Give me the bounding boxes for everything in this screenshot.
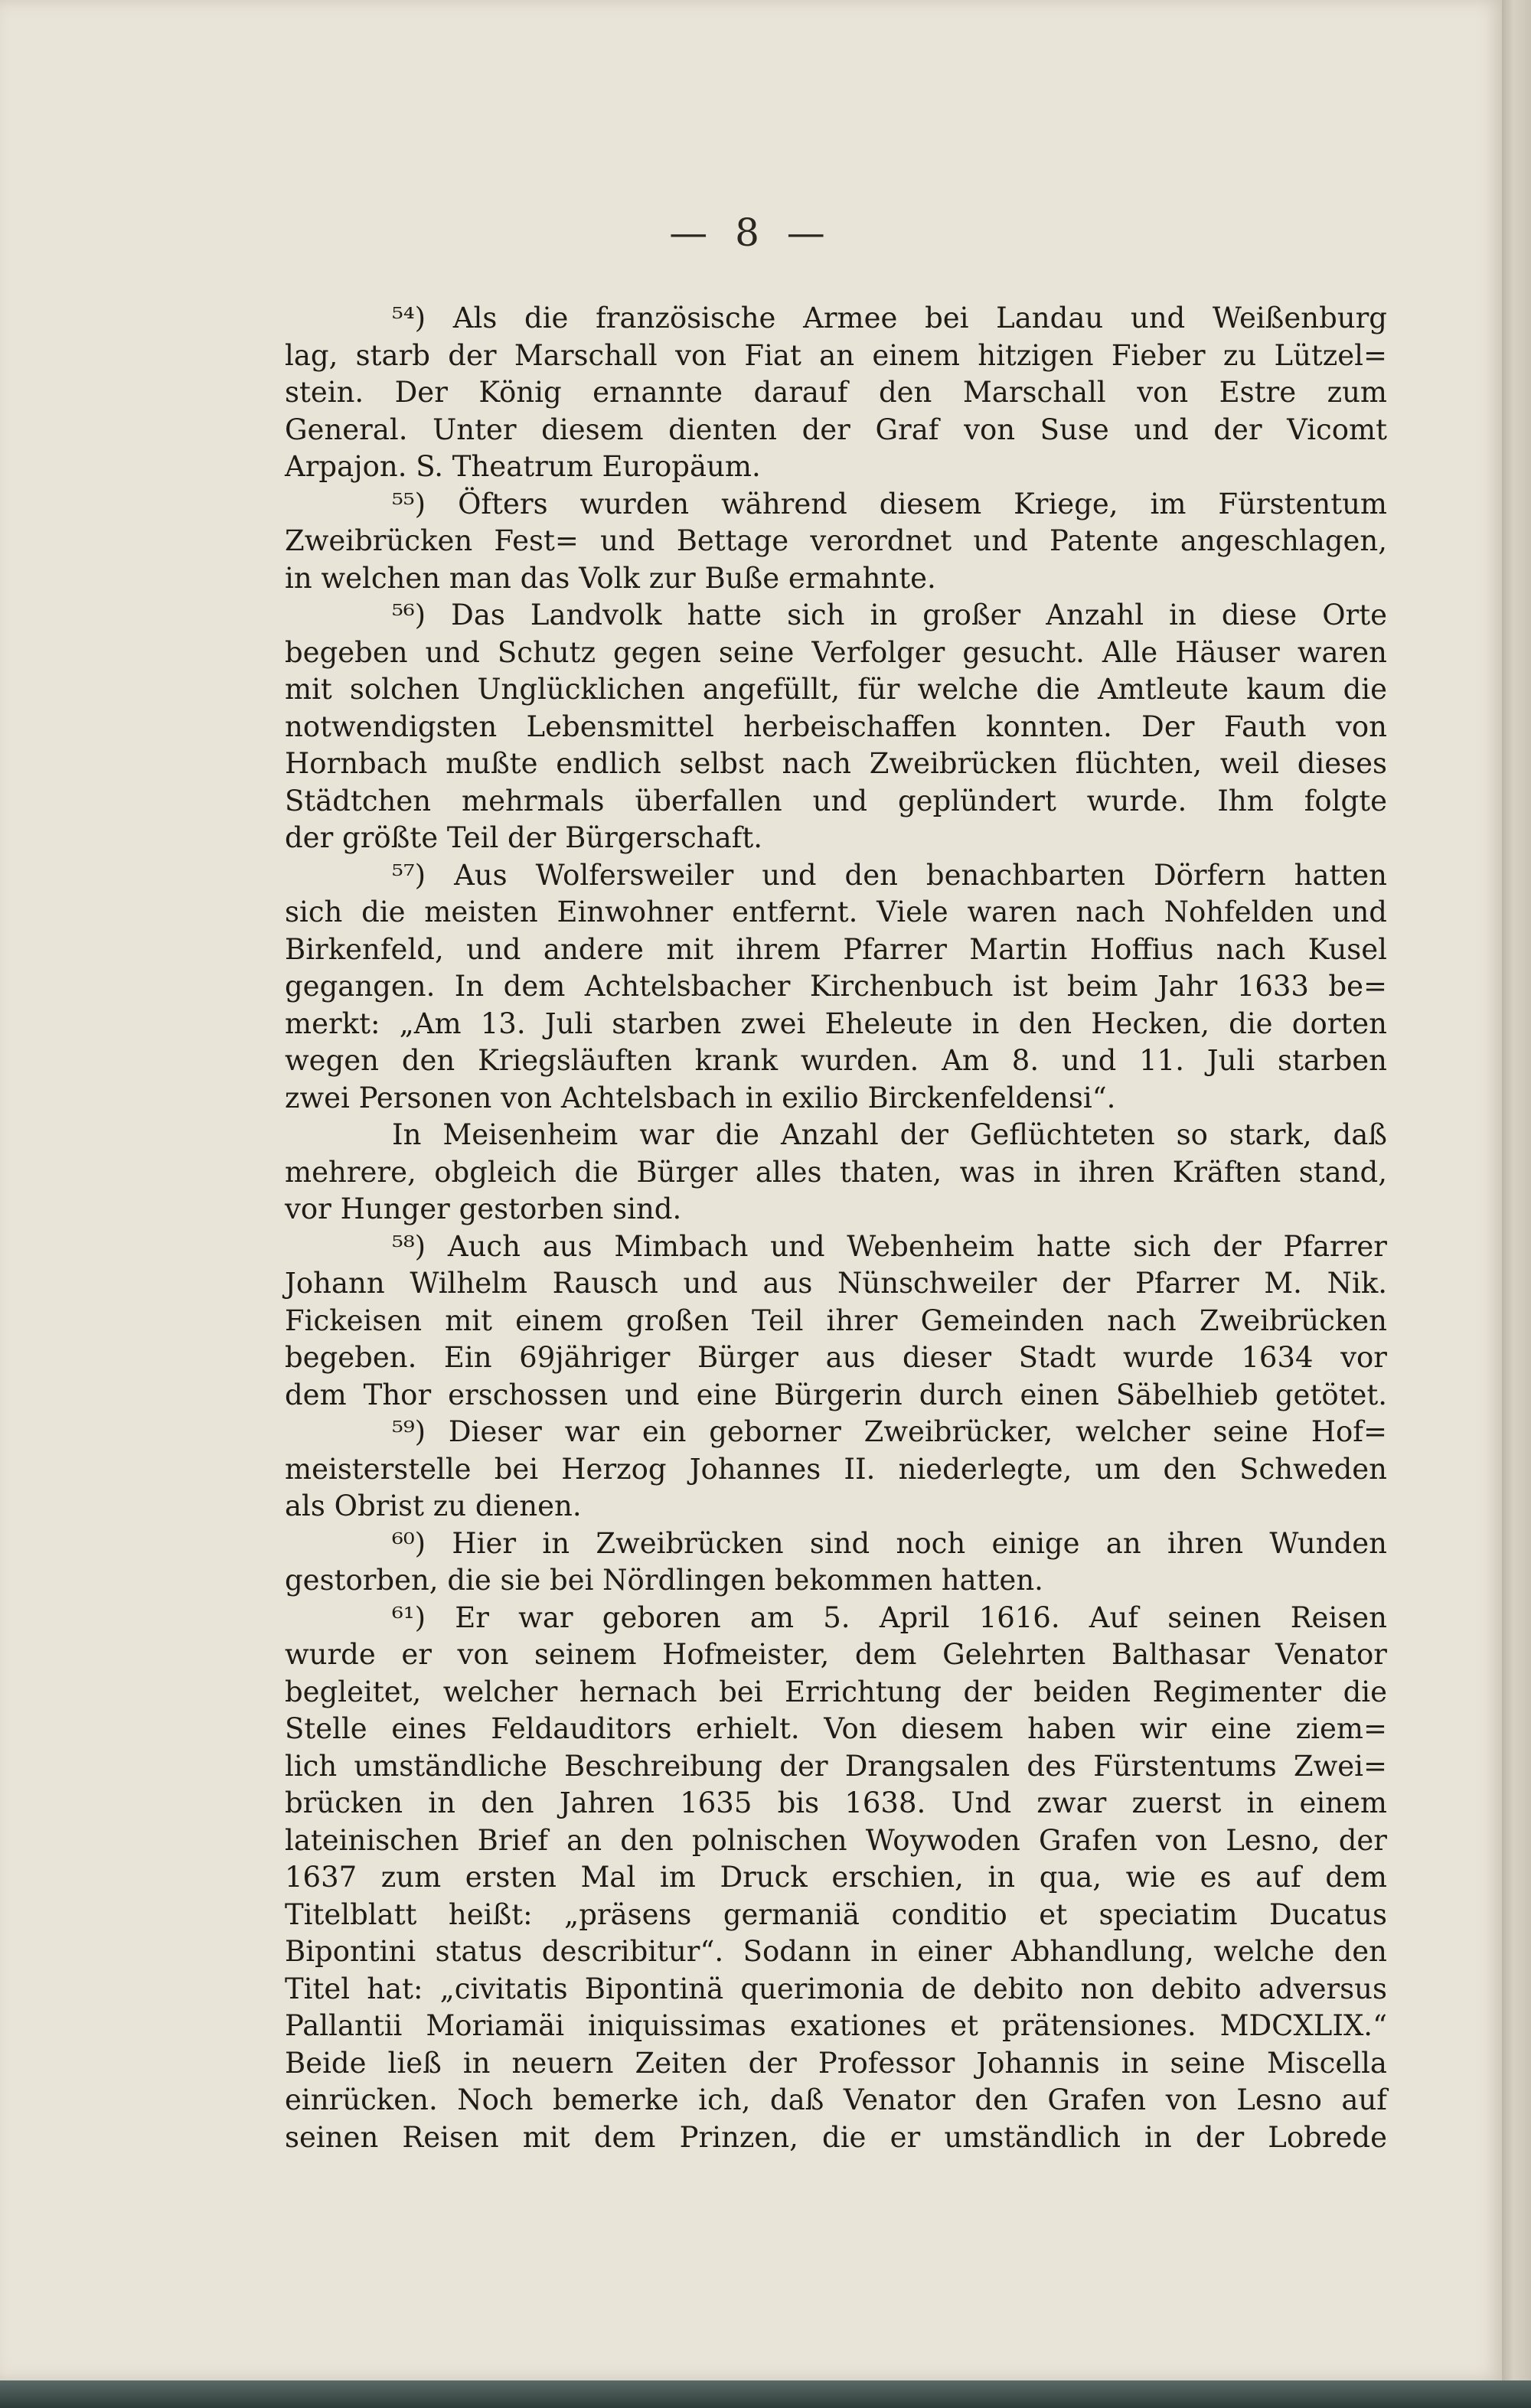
text-line: vor Hunger gestorben sind. bbox=[285, 1193, 682, 1225]
text-line: Birkenfeld, und andere mit ihrem Pfarrer Martin Hoffius nach Kusel bbox=[285, 932, 1387, 966]
text-line: begleitet, welcher hernach bei Errichtung der beiden Regimenter die bbox=[285, 1675, 1387, 1708]
book-cover-edge bbox=[0, 2380, 1531, 2408]
text-line: lateinischen Brief an den polnischen Woywoden Grafen von Lesno, der bbox=[285, 1823, 1387, 1857]
footnote-text-block bbox=[285, 300, 1387, 2156]
text-line: In Meisenheim war die Anzahl der Geflüchteten so stark, daß bbox=[392, 1118, 1387, 1151]
text-line: 1637 zum ersten Mal im Druck erschien, in qua, wie es auf dem bbox=[285, 1861, 1387, 1894]
text-line: Johann Wilhelm Rausch und aus Nünschweiler der Pfarrer M. Nik. bbox=[285, 1267, 1387, 1300]
text-line: mit solchen Unglücklichen angefüllt, für welche die Amtleute kaum die bbox=[285, 673, 1387, 706]
text-line: Zweibrücken Fest= und Bettage verordnet und Patente angeschlagen, bbox=[285, 524, 1387, 557]
text-line: Beide ließ in neuern Zeiten der Professor Johannis in seine Miscella bbox=[285, 2046, 1387, 2080]
text-line: Städtchen mehrmals überfallen und geplündert wurde. Ihm folgte bbox=[285, 784, 1387, 817]
text-line: stein. Der König ernannte darauf den Marschall von Estre zum bbox=[285, 376, 1387, 409]
page-number: — 8 — bbox=[669, 210, 833, 255]
text-line: Pallantii Moriamäi iniquissimas exationes et prätensiones. MDCXLIX.“ bbox=[285, 2009, 1387, 2042]
text-line: wegen den Kriegsläuften krank wurden. Am 8. und 11. Juli starben bbox=[285, 1044, 1387, 1077]
text-line: ⁶⁰) Hier in Zweibrücken sind noch einige an ihren Wunden bbox=[392, 1526, 1387, 1560]
text-line: ⁶¹) Er war geboren am 5. April 1616. Auf seinen Reisen bbox=[392, 1600, 1387, 1634]
text-line: gestorben, die sie bei Nördlingen bekommen hatten. bbox=[285, 1564, 1043, 1597]
text-line: dem Thor erschossen und eine Bürgerin durch einen Säbelhieb getötet. bbox=[285, 1378, 1387, 1411]
text-line: lag, starb der Marschall von Fiat an einem hitzigen Fieber zu Lützel= bbox=[285, 338, 1387, 372]
book-edge bbox=[1502, 0, 1531, 2380]
text-line: begeben. Ein 69jähriger Bürger aus dieser Stadt wurde 1634 vor bbox=[285, 1341, 1387, 1374]
text-line: wurde er von seinem Hofmeister, dem Gelehrten Balthasar Venator bbox=[285, 1638, 1387, 1671]
text-line: ⁵⁵) Öfters wurden während diesem Kriege, im Fürstentum bbox=[392, 487, 1387, 520]
text-line: meisterstelle bei Herzog Johannes II. niederlegte, um den Schweden bbox=[285, 1452, 1387, 1486]
text-line: notwendigsten Lebensmittel herbeischaffen konnten. Der Fauth von bbox=[285, 710, 1387, 743]
text-line: der größte Teil der Bürgerschaft. bbox=[285, 821, 762, 854]
text-line: Bipontini status describitur“. Sodann in einer Abhandlung, welche den bbox=[285, 1935, 1387, 1968]
text-line: lich umständliche Beschreibung der Drangsalen des Fürstentums Zwei= bbox=[285, 1749, 1387, 1783]
text-line: ⁵⁷) Aus Wolfersweiler und den benachbarten Dörfern hatten bbox=[392, 858, 1387, 892]
text-line: gegangen. In dem Achtelsbacher Kirchenbuch ist beim Jahr 1633 be= bbox=[285, 970, 1387, 1003]
text-line: Fickeisen mit einem großen Teil ihrer Gemeinden nach Zweibrücken bbox=[285, 1304, 1387, 1337]
text-line: Titelblatt heißt: „präsens germaniä conditio et speciatim Ducatus bbox=[285, 1897, 1387, 1931]
text-line: als Obrist zu dienen. bbox=[285, 1490, 582, 1522]
text-line: begeben und Schutz gegen seine Verfolger gesucht. Alle Häuser waren bbox=[285, 635, 1387, 669]
text-line: brücken in den Jahren 1635 bis 1638. Und zwar zuerst in einem bbox=[285, 1786, 1387, 1819]
text-line: Stelle eines Feldauditors erhielt. Von diesem haben wir eine ziem= bbox=[285, 1712, 1387, 1745]
text-line: einrücken. Noch bemerke ich, daß Venator den Grafen von Lesno auf bbox=[285, 2083, 1387, 2116]
text-line: zwei Personen von Achtelsbach in exilio Birckenfeldensi“. bbox=[285, 1081, 1116, 1114]
text-line: Hornbach mußte endlich selbst nach Zweibrücken flüchten, weil dieses bbox=[285, 747, 1387, 780]
text-line: seinen Reisen mit dem Prinzen, die er umständlich in der Lobrede bbox=[285, 2120, 1387, 2154]
text-line: in welchen man das Volk zur Buße ermahnte. bbox=[285, 561, 936, 595]
text-line: ⁵⁴) Als die französische Armee bei Landau und Weißenburg bbox=[392, 302, 1387, 334]
text-line: ⁵⁸) Auch aus Mimbach und Webenheim hatte sich der Pfarrer bbox=[392, 1229, 1387, 1263]
text-line: ⁵⁶) Das Landvolk hatte sich in großer Anzahl in diese Orte bbox=[392, 599, 1387, 631]
text-line: ⁵⁹) Dieser war ein geborner Zweibrücker, welcher seine Hof= bbox=[392, 1415, 1387, 1448]
text-line: merkt: „Am 13. Juli starben zwei Eheleute in den Hecken, die dorten bbox=[285, 1007, 1387, 1040]
text-line: sich die meisten Einwohner entfernt. Viele waren nach Nohfelden und bbox=[285, 896, 1387, 928]
text-line: mehrere, obgleich die Bürger alles thaten, was in ihren Kräften stand, bbox=[285, 1155, 1387, 1189]
text-line: General. Unter diesem dienten der Graf von Suse und der Vicomt bbox=[285, 413, 1387, 446]
text-line: Titel hat: „civitatis Bipontinä querimonia de debito non debito adversus bbox=[285, 1972, 1387, 2005]
text-line: Arpajon. S. Theatrum Europäum. bbox=[285, 450, 761, 483]
